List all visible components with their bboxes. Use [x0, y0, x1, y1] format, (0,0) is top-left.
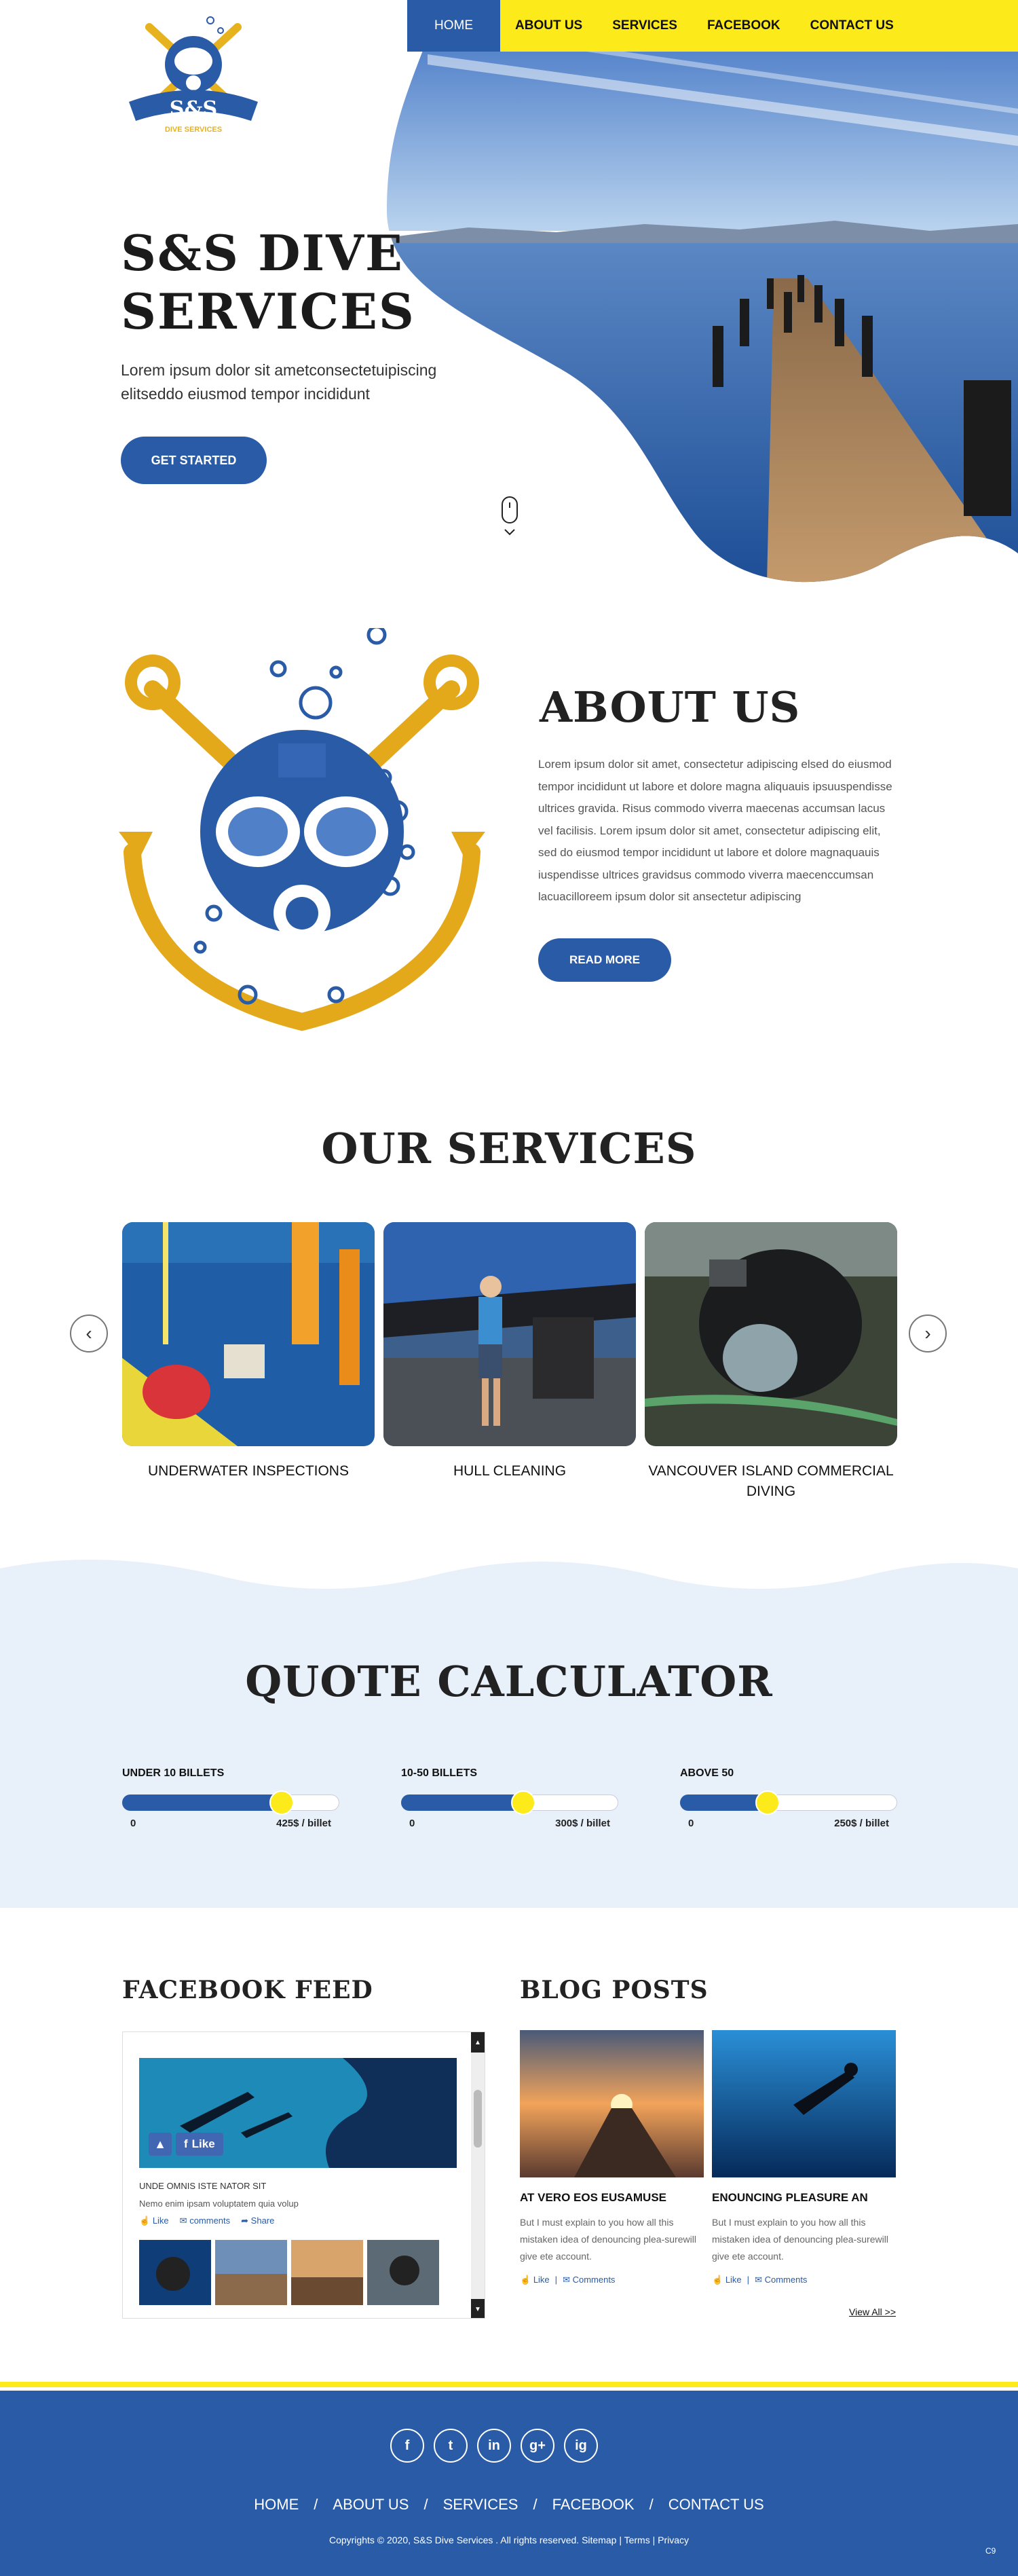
footer-separator: / [423, 2496, 428, 2513]
nav-home[interactable]: HOME [407, 0, 500, 52]
nav-about[interactable]: ABOUT US [515, 18, 583, 33]
services-next-button[interactable] [909, 1314, 947, 1353]
slider-value: 250$ / billet [834, 1818, 889, 1829]
blog-excerpt: But I must explain to you how all this mistaken idea of denouncing plea-surewill give ete account. [712, 2217, 888, 2262]
hero-subtitle: Lorem ipsum dolor sit ametconsectetuipiscing elitseddo eiusmod tempor incididunt [121, 361, 437, 403]
get-started-button[interactable]: GET STARTED [121, 437, 267, 484]
blog-like-link[interactable]: ☝ Like [520, 2275, 550, 2285]
footer-accent-line [0, 2382, 1018, 2387]
service-card-hull[interactable] [383, 1222, 636, 1482]
facebook-thumb[interactable] [139, 2240, 211, 2305]
logo-subtext: DIVE SERVICES [164, 126, 223, 134]
services-prev-button[interactable] [70, 1314, 108, 1353]
hero-title-line1: S&S DIVE [121, 224, 404, 282]
blog-title[interactable]: AT VERO EOS EUSAMUSE [520, 2191, 666, 2204]
service-label-inspections: UNDERWATER INSPECTIONS [148, 1463, 349, 1479]
footer-separator: / [314, 2496, 318, 2513]
quote-title: QUOTE CALCULATOR [245, 1657, 773, 1706]
service-photo-commercial [645, 1222, 897, 1446]
hero-image [387, 0, 1018, 584]
slider-fill [680, 1795, 767, 1811]
blog-excerpt: But I must explain to you how all this mistaken idea of denouncing plea-surewill give ete account. [520, 2217, 696, 2262]
chevron-right-icon: › [924, 1323, 931, 1344]
slider-track[interactable] [680, 1795, 897, 1811]
about-text: Lorem ipsum dolor sit amet, consectetur adipiscing elsed do eiusmod tempor incididunt ut labore et dolore magna aliquauis ipsuuspendisse ultrices gravida. Risus commodo viverra maecenas accumsan lacus vel facilisis. Lorem ipsum dolor sit amet, consectetur adipiscing elit, sed do eiusmod tempor incididunt ut labore et dolore magnaquauis iuspendisse ultrices gravidsus commodo viverra maecenccumsan lacuacilloreem ipsum dolor sit ansectetur adipiscing [538, 758, 892, 903]
read-more-button[interactable]: READ MORE [538, 938, 671, 982]
blog-photo [520, 2030, 704, 2177]
footer-nav-home[interactable]: HOME [254, 2496, 299, 2513]
facebook-thumb[interactable] [215, 2240, 287, 2305]
footer-nav-services[interactable]: SERVICES [442, 2496, 519, 2513]
twitter-icon[interactable]: t [434, 2429, 468, 2463]
hero-title [121, 224, 415, 341]
slider-value: 425$ / billet [276, 1818, 331, 1829]
facebook-thumb[interactable] [367, 2240, 439, 2305]
view-all-link[interactable]: View All >> [849, 2306, 897, 2317]
slider-min: 0 [409, 1818, 415, 1829]
service-photo-hull [383, 1222, 636, 1446]
facebook-like-link[interactable]: ☝ Like [139, 2215, 169, 2226]
slider-label: ABOVE 50 [680, 1767, 734, 1779]
blog-photo [712, 2030, 896, 2177]
slider-track[interactable] [122, 1795, 339, 1811]
slider-min: 0 [688, 1818, 694, 1829]
footer [0, 2391, 1018, 2576]
facebook-photo-strip [139, 2240, 439, 2305]
facebook-icon: f [184, 2137, 188, 2150]
slider-label: 10-50 BILLETS [401, 1767, 478, 1779]
scroll-up-icon[interactable]: ▲ [471, 2032, 485, 2053]
nav-contact[interactable]: CONTACT US [810, 18, 894, 33]
facebook-scrollbar[interactable] [471, 2032, 485, 2319]
slider-fill [401, 1795, 523, 1811]
slider-thumb[interactable] [511, 1790, 535, 1815]
blog-comments-link[interactable]: ✉ Comments [755, 2275, 808, 2285]
blog-posts-title: BLOG POSTS [520, 1976, 709, 2004]
blog-comments-link[interactable]: ✉ Comments [563, 2275, 616, 2285]
logo[interactable] [122, 7, 265, 136]
nav-facebook[interactable]: FACEBOOK [706, 18, 780, 33]
instagram-icon[interactable]: ig [564, 2429, 598, 2463]
slider-thumb[interactable] [269, 1790, 294, 1815]
about-title: ABOUT US [540, 682, 801, 732]
facebook-feed-title: FACEBOOK FEED [122, 1976, 373, 2004]
slider-above-50 [680, 1767, 897, 1831]
thumbs-up-icon: ▲ [149, 2133, 172, 2156]
footer-nav-facebook[interactable]: FACEBOOK [552, 2496, 635, 2513]
facebook-feed-widget[interactable] [122, 2031, 485, 2319]
like-label: Like [725, 2275, 742, 2285]
facebook-like-label: Like [191, 2137, 215, 2150]
scroll-thumb[interactable] [474, 2090, 482, 2148]
facebook-thumb[interactable] [291, 2240, 363, 2305]
service-card-commercial[interactable] [645, 1222, 897, 1502]
slider-thumb[interactable] [755, 1790, 780, 1815]
like-label: Like [152, 2215, 169, 2226]
corner-mark: C9 [985, 2546, 996, 2556]
like-label: Like [533, 2275, 550, 2285]
slider-track[interactable] [401, 1795, 618, 1811]
facebook-icon[interactable]: f [390, 2429, 424, 2463]
nav-services[interactable]: SERVICES [612, 18, 677, 33]
linkedin-icon[interactable]: in [477, 2429, 511, 2463]
about-emblem-image [112, 628, 492, 1042]
scroll-down-icon[interactable]: ▼ [471, 2299, 485, 2319]
comments-label: Comments [764, 2275, 808, 2285]
logo-text: S&S [169, 97, 218, 121]
slider-value: 300$ / billet [555, 1818, 610, 1829]
google-plus-icon[interactable]: g+ [521, 2429, 554, 2463]
copyright-text: Copyrights © 2020, S&S Dive Services . All rights reserved. Sitemap | Terms | Privacy [328, 2535, 690, 2545]
facebook-comments-link[interactable]: ✉ comments [179, 2215, 231, 2226]
quote-background [0, 1555, 1018, 1908]
top-nav [407, 0, 1018, 52]
comments-label: comments [189, 2215, 231, 2226]
blog-card[interactable]: ENOUNCING PLEASURE AN But I must explain to you how all this mistaken idea of denouncing plea-surewill give ete account. ☝ Like | ✉ Comments [712, 2030, 896, 2285]
comments-label: Comments [572, 2275, 616, 2285]
slider-label: UNDER 10 BILLETS [122, 1767, 225, 1779]
footer-nav-about[interactable]: ABOUT US [333, 2496, 409, 2513]
blog-like-link[interactable]: ☝ Like [712, 2275, 742, 2285]
slider-10-50 [401, 1767, 618, 1831]
slider-under-10 [122, 1767, 339, 1831]
slider-min: 0 [130, 1818, 136, 1829]
footer-separator: / [533, 2496, 538, 2513]
facebook-post-title: UNDE OMNIS ISTE NATOR SIT [139, 2181, 267, 2191]
services-title: OUR SERVICES [321, 1124, 697, 1173]
service-label-hull: HULL CLEANING [453, 1463, 567, 1479]
facebook-share-link[interactable]: ➦ Share [241, 2215, 275, 2226]
blog-title[interactable]: ENOUNCING PLEASURE AN [712, 2191, 868, 2204]
share-label: Share [250, 2215, 275, 2226]
slider-fill [122, 1795, 281, 1811]
service-card-inspections[interactable] [122, 1222, 375, 1482]
footer-nav-contact[interactable]: CONTACT US [668, 2496, 764, 2513]
facebook-like-button[interactable] [176, 2133, 223, 2156]
blog-card[interactable]: AT VERO EOS EUSAMUSE But I must explain to you how all this mistaken idea of denouncing plea-surewill give ete account. ☝ Like | ✉ Comments [520, 2030, 704, 2285]
chevron-left-icon: ‹ [86, 1323, 92, 1344]
service-photo-inspections [122, 1222, 375, 1446]
footer-separator: / [649, 2496, 654, 2513]
facebook-post-text: Nemo enim ipsam voluptatem quia volup [139, 2198, 299, 2209]
scroll-mouse-icon[interactable] [501, 496, 519, 538]
hero-title-line2: SERVICES [121, 282, 415, 340]
service-label-commercial: VANCOUVER ISLAND COMMERCIAL DIVING [648, 1463, 894, 1499]
